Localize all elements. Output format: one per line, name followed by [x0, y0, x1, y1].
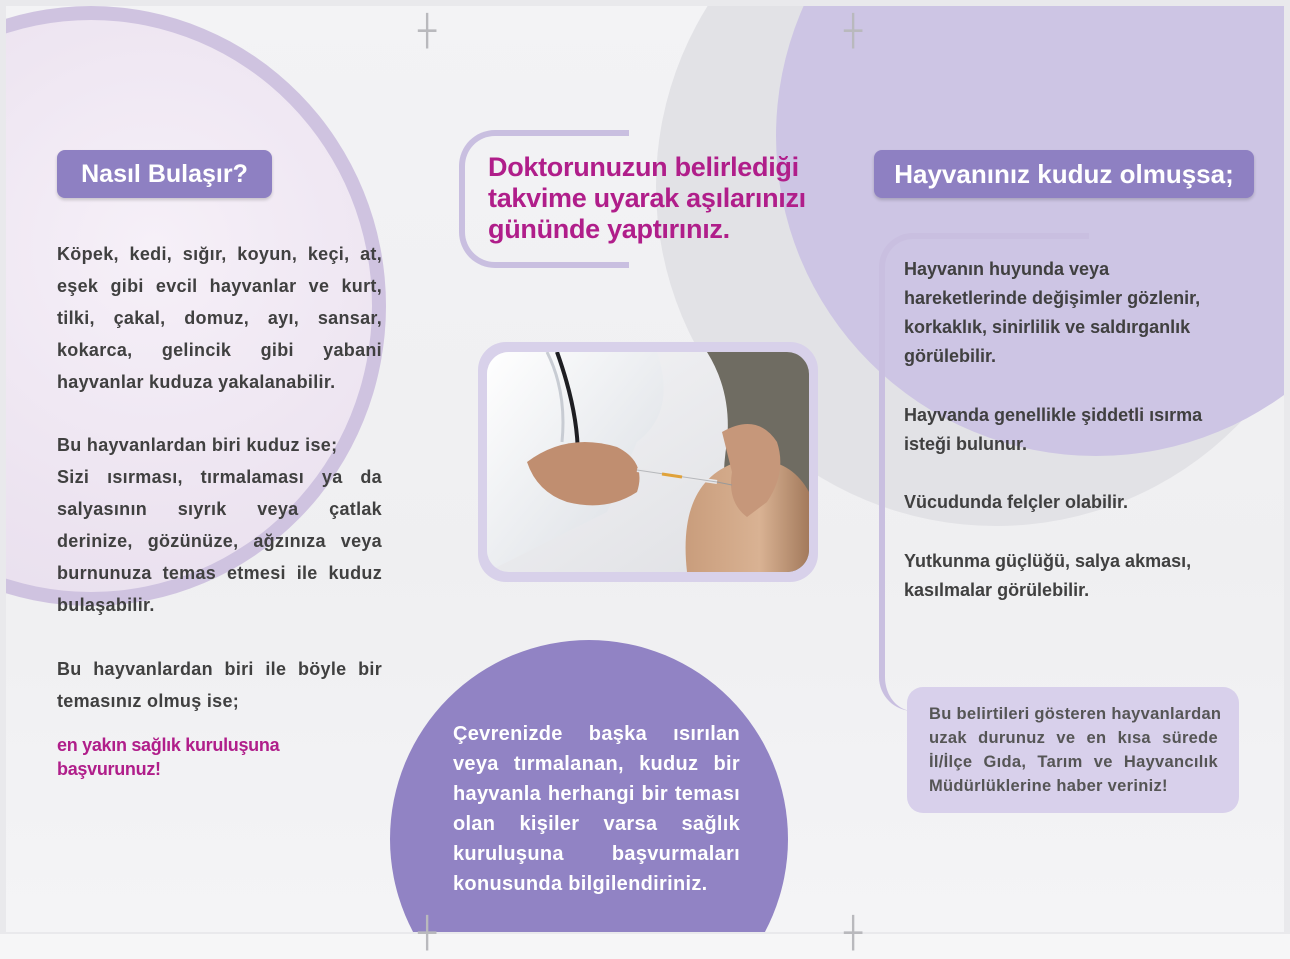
text-line: Hayvanın huyunda veya [904, 259, 1110, 279]
text-line: takvime uyarak aşılarınızı [488, 183, 806, 213]
text-line: hareketlerinde değişimler gözlenir, [904, 288, 1201, 308]
symptom-biting-urge [904, 401, 1202, 459]
text-line: temasınız olmuş ise; [57, 691, 240, 711]
text-line: Bu hayvanlardan biri ile böyle bir [57, 659, 382, 679]
text-line: hayvanla herhangi bir teması [453, 783, 740, 805]
transmission-paragraph-2 [57, 429, 382, 621]
text-line: Müdürlüklerine haber veriniz! [929, 777, 1168, 795]
text-line: Bu belirtileri gösteren hayvanlardan [929, 705, 1222, 723]
text-line: korkaklık, sinirlilik ve saldırganlık [904, 317, 1191, 337]
heading-how-transmitted: Nasıl Bulaşır? [57, 150, 272, 198]
callout-apply-health-center [57, 733, 382, 781]
text-line: kuruluşuna başvurmaları [453, 843, 740, 865]
text-line: Bu hayvanlardan biri kuduz ise; [57, 435, 338, 455]
vaccination-photo [487, 352, 809, 572]
text-line: isteği bulunur. [904, 434, 1028, 454]
text-line: veya tırmalanan, kuduz bir [453, 753, 740, 775]
page-bottom-margin [0, 934, 1290, 959]
crop-mark-icon: ┼ [844, 14, 863, 49]
text-line: salyasının sıyrık veya çatlak [57, 499, 382, 519]
heading-if-animal-rabid: Hayvanınız kuduz olmuşsa; [874, 150, 1254, 198]
text-line: tilki, çakal, domuz, ayı, sansar, [57, 308, 382, 328]
text-line: kokarca, gelincik gibi yabani [57, 340, 382, 360]
doctor-vaccinating-arm-image [487, 352, 809, 572]
symptom-behaviour-change [904, 255, 1200, 371]
warning-note-text [929, 702, 1222, 798]
text-line: burnunuza temas etmesi ile kuduz [57, 563, 382, 583]
text-line: eşek gibi evcil hayvanlar ve kurt, [57, 276, 382, 296]
text-line: derinize, gözünüze, ağzınıza veya [57, 531, 382, 551]
text-line: Vücudunda felçler olabilir. [904, 492, 1129, 512]
text-line: Doktorunuzun belirlediği [488, 152, 799, 182]
text-line: İl/İlçe Gıda, Tarım ve Hayvancılık [929, 753, 1218, 771]
symptom-paralysis [904, 488, 1128, 517]
text-line: Hayvanda genellikle şiddetli ısırma [904, 405, 1203, 425]
text-line: konusunda bilgilendiriniz. [453, 873, 708, 895]
text-line: bulaşabilir. [57, 595, 155, 615]
text-line: Yutkunma güçlüğü, salya akması, [904, 551, 1192, 571]
text-line: Sizi ısırması, tırmalaması ya da [57, 467, 382, 487]
transmission-paragraph-3 [57, 653, 382, 717]
transmission-paragraph-1 [57, 238, 382, 398]
text-line: görülebilir. [904, 346, 997, 366]
text-line: kasılmalar görülebilir. [904, 580, 1090, 600]
crop-mark-icon: ┼ [844, 916, 863, 951]
text-line: uzak durunuz ve en kısa sürede [929, 729, 1218, 747]
text-line: Çevrenizde başka ısırılan [453, 723, 740, 745]
text-line: gününde yaptırınız. [488, 214, 730, 244]
crop-mark-icon: ┼ [418, 916, 437, 951]
text-line: olan kişiler varsa sağlık [453, 813, 740, 835]
text-line: hayvanlar kuduza yakalanabilir. [57, 372, 336, 392]
vaccination-quote [488, 152, 828, 245]
inform-contacts-text [453, 719, 740, 899]
crop-mark-icon: ┼ [418, 14, 437, 49]
text-line: en yakın sağlık kuruluşuna [57, 735, 280, 755]
text-line: Köpek, kedi, sığır, koyun, keçi, at, [57, 244, 382, 264]
text-line: başvurunuz! [57, 759, 161, 779]
symptom-swallowing [904, 547, 1191, 605]
